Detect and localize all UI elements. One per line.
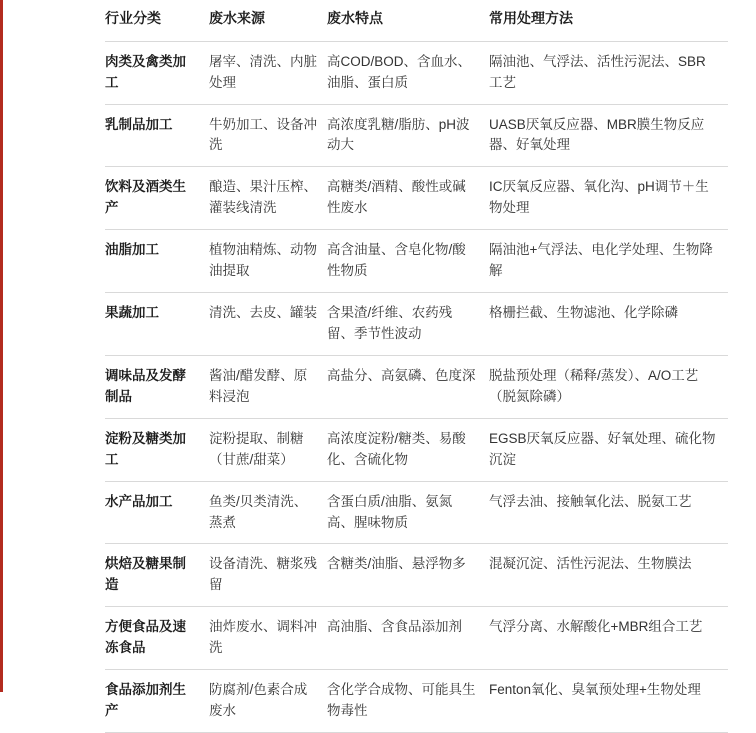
table-row <box>105 418 728 481</box>
column-header-characteristics: 废水特点 <box>327 0 489 41</box>
cell-source: 清洗、去皮、罐装 <box>209 293 327 356</box>
table-header <box>105 0 728 41</box>
table-row <box>105 355 728 418</box>
cell-category: 肉类及禽类加工 <box>105 41 209 104</box>
cell-source: 设备清洗、糖浆残留 <box>209 544 327 607</box>
table-row <box>105 293 728 356</box>
cell-characteristics: 高盐分、高氨磷、色度深 <box>327 355 489 418</box>
column-header-category: 行业分类 <box>105 0 209 41</box>
cell-category: 油脂加工 <box>105 230 209 293</box>
cell-characteristics: 高COD/BOD、含血水、油脂、蛋白质 <box>327 41 489 104</box>
table-row <box>105 230 728 293</box>
column-header-treatment: 常用处理方法 <box>489 0 728 41</box>
table-row <box>105 104 728 167</box>
cell-source: 屠宰、清洗、内脏处理 <box>209 41 327 104</box>
table-header-row <box>105 0 728 41</box>
table-row <box>105 607 728 670</box>
cell-source: 防腐剂/色素合成废水 <box>209 670 327 733</box>
cell-treatment: IC厌氧反应器、氧化沟、pH调节＋生物处理 <box>489 167 728 230</box>
cell-source: 酱油/醋发酵、原料浸泡 <box>209 355 327 418</box>
cell-category: 食品添加剂生产 <box>105 670 209 733</box>
cell-characteristics: 高浓度乳糖/脂肪、pH波动大 <box>327 104 489 167</box>
industry-wastewater-table <box>105 0 728 733</box>
cell-treatment: 气浮分离、水解酸化+MBR组合工艺 <box>489 607 728 670</box>
cell-characteristics: 含化学合成物、可能具生物毒性 <box>327 670 489 733</box>
cell-treatment: 脱盐预处理（稀释/蒸发）、A/O工艺（脱氮除磷） <box>489 355 728 418</box>
cell-category: 饮料及酒类生产 <box>105 167 209 230</box>
table-row <box>105 544 728 607</box>
table-row <box>105 41 728 104</box>
cell-source: 植物油精炼、动物油提取 <box>209 230 327 293</box>
cell-characteristics: 高含油量、含皂化物/酸性物质 <box>327 230 489 293</box>
cell-category: 果蔬加工 <box>105 293 209 356</box>
cell-characteristics: 高油脂、含食品添加剂 <box>327 607 489 670</box>
cell-characteristics: 含蛋白质/油脂、氨氮高、腥味物质 <box>327 481 489 544</box>
cell-source: 油炸废水、调料冲洗 <box>209 607 327 670</box>
cell-category: 乳制品加工 <box>105 104 209 167</box>
table-row <box>105 481 728 544</box>
left-margin-accent-rule <box>0 0 3 692</box>
cell-treatment: Fenton氧化、臭氧预处理+生物处理 <box>489 670 728 733</box>
cell-source: 鱼类/贝类清洗、蒸煮 <box>209 481 327 544</box>
cell-characteristics: 高浓度淀粉/糖类、易酸化、含硫化物 <box>327 418 489 481</box>
cell-characteristics: 高糖类/酒精、酸性或碱性废水 <box>327 167 489 230</box>
cell-treatment: 格栅拦截、生物滤池、化学除磷 <box>489 293 728 356</box>
cell-source: 淀粉提取、制糖（甘蔗/甜菜） <box>209 418 327 481</box>
cell-treatment: EGSB厌氧反应器、好氧处理、硫化物沉淀 <box>489 418 728 481</box>
cell-treatment: 气浮去油、接触氧化法、脱氨工艺 <box>489 481 728 544</box>
cell-characteristics: 含糖类/油脂、悬浮物多 <box>327 544 489 607</box>
cell-treatment: UASB厌氧反应器、MBR膜生物反应器、好氧处理 <box>489 104 728 167</box>
column-header-source: 废水来源 <box>209 0 327 41</box>
table-row <box>105 670 728 733</box>
cell-category: 调味品及发酵制品 <box>105 355 209 418</box>
cell-source: 牛奶加工、设备冲洗 <box>209 104 327 167</box>
cell-category: 方便食品及速冻食品 <box>105 607 209 670</box>
table-body <box>105 41 728 732</box>
cell-treatment: 混凝沉淀、活性污泥法、生物膜法 <box>489 544 728 607</box>
cell-category: 淀粉及糖类加工 <box>105 418 209 481</box>
cell-category: 烘焙及糖果制造 <box>105 544 209 607</box>
cell-treatment: 隔油池、气浮法、活性污泥法、SBR工艺 <box>489 41 728 104</box>
cell-treatment: 隔油池+气浮法、电化学处理、生物降解 <box>489 230 728 293</box>
cell-source: 酿造、果汁压榨、灌装线清洗 <box>209 167 327 230</box>
cell-characteristics: 含果渣/纤维、农药残留、季节性波动 <box>327 293 489 356</box>
table-row <box>105 167 728 230</box>
cell-category: 水产品加工 <box>105 481 209 544</box>
